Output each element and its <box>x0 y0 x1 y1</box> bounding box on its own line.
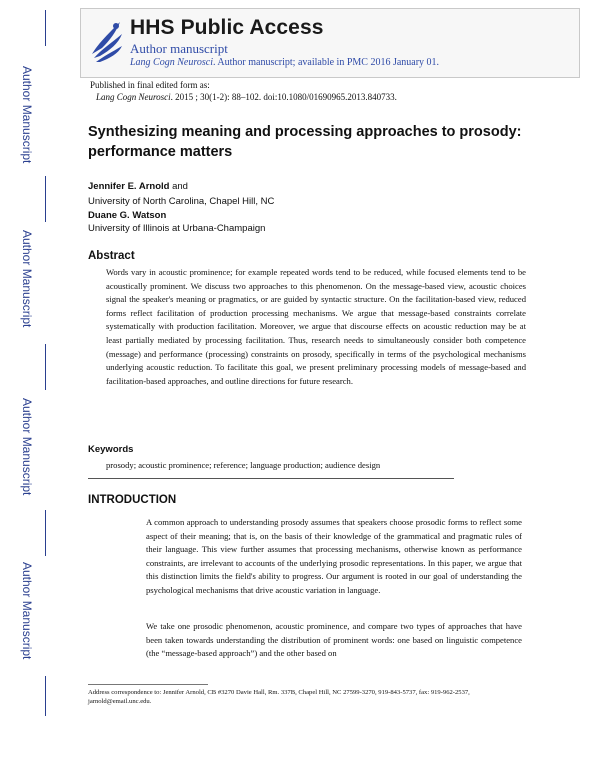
citation-journal: Lang Cogn Neurosci <box>96 92 171 102</box>
footnote-divider <box>88 684 208 685</box>
correspondence-footnote: Address correspondence to: Jennifer Arnold, CB #3270 Davie Hall, Rm. 337B, Chapel Hill, NC 27599-3270, 919-843-5737, fax: 919-962-2537, jarnold@email.unc.edu. <box>88 689 470 705</box>
article-title: Synthesizing meaning and processing approaches to prosody: performance matters <box>88 124 522 160</box>
side-divider <box>45 176 46 222</box>
abstract-heading: Abstract <box>88 250 135 262</box>
author-block <box>88 210 265 234</box>
side-label-author-manuscript: Author Manuscript <box>20 398 34 496</box>
side-divider <box>45 10 46 46</box>
banner-title: HHS Public Access <box>130 16 324 39</box>
side-divider <box>45 344 46 390</box>
keywords-divider <box>88 478 454 479</box>
published-label: Published in final edited form as: <box>90 80 210 90</box>
author-name: Duane G. Watson <box>88 210 167 221</box>
body-paragraph: We take one prosodic phenomenon, acoustic prominence, and compare two types of approaches that have been taken towards understanding the distribution of prominent words: one based on linguistic competence (the “message-based approach”) and the other based on <box>146 621 522 659</box>
citation <box>96 92 397 102</box>
introduction-heading: INTRODUCTION <box>88 494 177 506</box>
keywords-text: prosody; acoustic prominence; reference; language production; audience design <box>106 460 381 470</box>
author-affiliation: University of North Carolina, Chapel Hill, NC <box>88 196 275 207</box>
side-label-author-manuscript: Author Manuscript <box>20 230 34 328</box>
banner-journal-line <box>130 57 439 68</box>
citation-details: . 2015 ; 30(1-2): 88–102. doi:10.1080/01690965.2013.840733. <box>170 92 397 102</box>
banner-journal-name[interactable]: Lang Cogn Neurosci <box>130 57 213 68</box>
side-divider <box>45 510 46 556</box>
side-label-author-manuscript: Author Manuscript <box>20 66 34 164</box>
abstract-text: Words vary in acoustic prominence; for example repeated words tend to be reduced, while focused elements tend to be acoustically prominent. We discuss two approaches to this phenomenon. On the message-based view, acoustic choices signal the speaker's meaning or pragmatics, or are guided by syntactic structure. On the facilitation-based view, reduced forms reflect facilitation of production processing mechanisms. We argue that message-based constraints correlate systematically with production facilitation. Moreover, we argue that discourse effects on acoustic reduction may be at least partially mediated by processing facilitation. Thus, research needs to simultaneously consider both competence (message) and performance (processing) constraints on prosody, specifically in terms of the psychological mechanisms underlying acoustic reduction. To facilitate this goal, we present preliminary processing models of message-based and facilitation-based approaches, and outline directions for future research. <box>106 267 526 386</box>
hhs-eagle-icon <box>86 14 126 66</box>
author-connector: and <box>169 181 188 192</box>
author-block <box>88 176 274 207</box>
banner-subtitle: Author manuscript <box>130 41 228 56</box>
author-affiliation: University of Illinois at Urbana-Champaign <box>88 223 266 234</box>
side-divider <box>45 676 46 716</box>
body-paragraph: A common approach to understanding prosody assumes that speakers choose prosodic forms to reflect some aspect of their meaning; that is, on the basis of their knowledge of the grammatical and pragmatic rules of their language. This view further assumes that processing mechanisms, otherwise known as performance constraints, are irrelevant to accounts of the underlying prosodic representations. In this paper, we argue that this distinction limits the field's ability to progress. Our argument is rooted in our goal of understanding the psychological mechanisms that drive acoustic variation in language. <box>146 517 522 595</box>
side-label-author-manuscript: Author Manuscript <box>20 562 34 660</box>
banner-journal-rest: . Author manuscript; available in PMC 2016 January 01. <box>212 57 440 68</box>
author-name: Jennifer E. Arnold <box>88 181 170 192</box>
keywords-heading: Keywords <box>88 444 134 455</box>
